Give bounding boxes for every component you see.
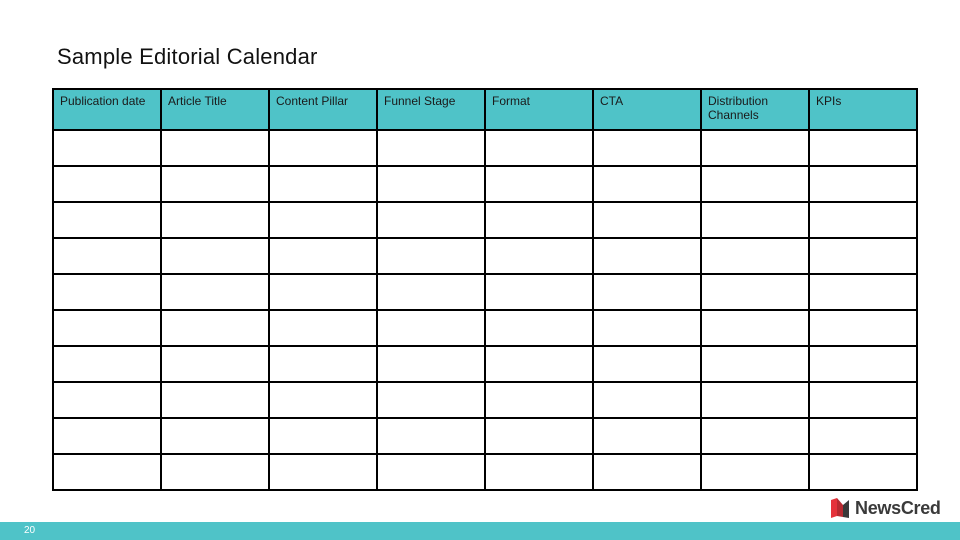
table-row [53,382,917,418]
table-cell [809,382,917,418]
table-cell [485,202,593,238]
table-cell [161,274,269,310]
table-cell [53,454,161,490]
slide-title: Sample Editorial Calendar [57,44,318,69]
table-cell [701,418,809,454]
table-cell [485,130,593,166]
table-cell [809,274,917,310]
table-cell [809,202,917,238]
table-cell [53,130,161,166]
table-cell [809,454,917,490]
table-cell [53,274,161,310]
footer-bar [0,522,960,540]
header-content-pillar: Content Pillar [269,89,377,130]
logo-text: NewsCred [855,497,941,518]
table-row [53,130,917,166]
header-article-title: Article Title [161,89,269,130]
table-cell [377,310,485,346]
table-cell [701,346,809,382]
table-cell [593,382,701,418]
table-cell [269,130,377,166]
table-cell [377,346,485,382]
table-cell [485,310,593,346]
table-row [53,418,917,454]
table-cell [593,310,701,346]
table-cell [377,130,485,166]
table-cell [593,202,701,238]
newscred-logo [829,496,941,520]
table-cell [377,418,485,454]
header-publication-date: Publication date [53,89,161,130]
table-cell [161,130,269,166]
table-row [53,274,917,310]
table-cell [593,418,701,454]
table-row [53,202,917,238]
table-cell [485,238,593,274]
calendar-body [53,130,917,490]
table-cell [269,238,377,274]
table-cell [269,454,377,490]
table-cell [701,454,809,490]
header-distribution-channels: Distribution Channels [701,89,809,130]
table-cell [377,274,485,310]
table-cell [701,274,809,310]
table-cell [809,418,917,454]
newscred-logo-mark-icon [829,497,851,519]
table-cell [377,202,485,238]
table-cell [701,202,809,238]
table-cell [485,454,593,490]
table-cell [161,346,269,382]
table-cell [377,166,485,202]
table-cell [161,238,269,274]
table-cell [53,166,161,202]
table-cell [53,238,161,274]
header-row [53,89,917,130]
table-cell [593,346,701,382]
table-cell [161,454,269,490]
page-number: 20 [24,525,36,536]
table-cell [593,238,701,274]
header-funnel-stage: Funnel Stage [377,89,485,130]
table-cell [377,238,485,274]
table-cell [593,130,701,166]
table-cell [593,274,701,310]
table-cell [809,346,917,382]
table-cell [809,130,917,166]
header-cta: CTA [593,89,701,130]
header-format: Format [485,89,593,130]
table-row [53,310,917,346]
table-cell [485,382,593,418]
table-cell [593,166,701,202]
table-cell [53,310,161,346]
table-cell [701,130,809,166]
table-cell [269,310,377,346]
table-row [53,166,917,202]
table-cell [269,202,377,238]
table-cell [701,166,809,202]
table-cell [485,166,593,202]
table-cell [593,454,701,490]
table-cell [809,310,917,346]
header-kpis: KPIs [809,89,917,130]
table-cell [701,310,809,346]
table-cell [377,454,485,490]
table-cell [269,382,377,418]
table-cell [809,166,917,202]
table-cell [161,166,269,202]
table-cell [377,382,485,418]
table-cell [161,310,269,346]
table-cell [485,346,593,382]
table-cell [269,418,377,454]
table-cell [161,202,269,238]
table-cell [53,346,161,382]
table-row [53,454,917,490]
table-cell [809,238,917,274]
table-cell [269,166,377,202]
table-cell [485,418,593,454]
table-cell [485,274,593,310]
table-row [53,346,917,382]
table-cell [269,274,377,310]
editorial-calendar-table [52,88,918,491]
table-cell [701,238,809,274]
table-cell [161,418,269,454]
table-cell [53,418,161,454]
table-cell [53,382,161,418]
table-cell [701,382,809,418]
table-cell [269,346,377,382]
table-row [53,238,917,274]
table-cell [53,202,161,238]
table-cell [161,382,269,418]
